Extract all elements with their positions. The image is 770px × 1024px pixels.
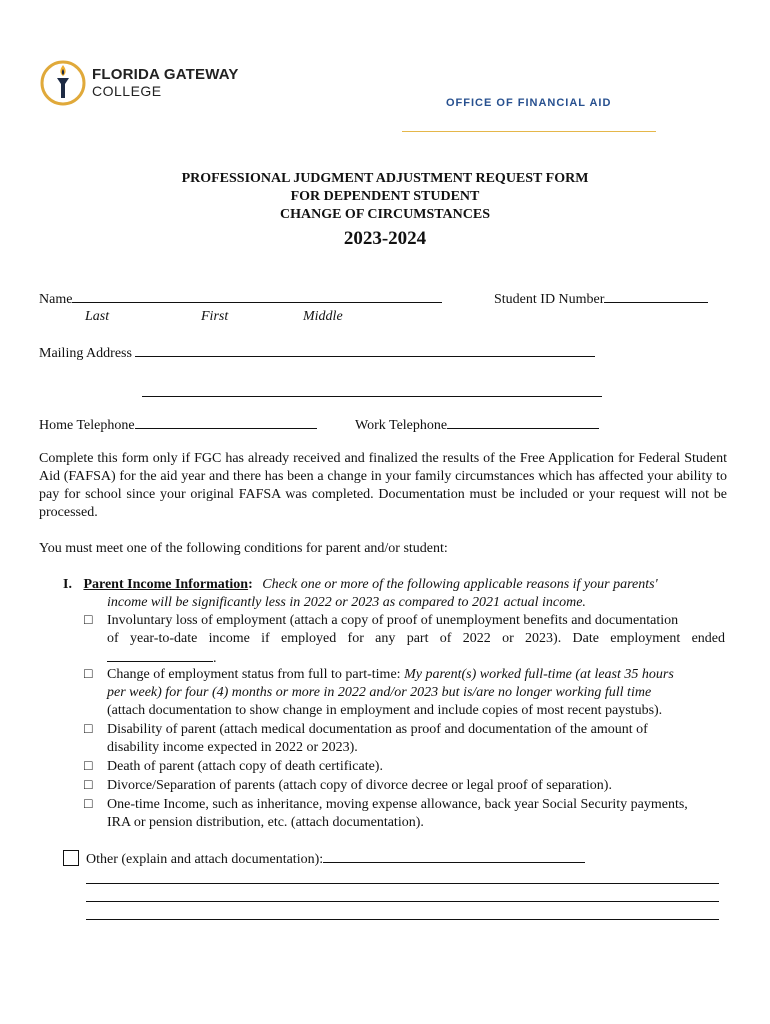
intro-paragraph: Complete this form only if FGC has already received and finalized the results of the Free Application for Federal Student Aid (FAFSA) for the aid year and there has been a change in your family circumstances which has affected your ability to pay for school since your original FAFSA was completed. Documentation must be included or your request will not be processed. <box>39 451 727 520</box>
date-employment-ended-input-line[interactable] <box>107 649 213 662</box>
student-id-row <box>494 290 708 308</box>
home-telephone-input-line[interactable] <box>135 416 317 429</box>
aid-year: 2023-2024 <box>343 228 427 249</box>
logo-name-line2: COLLEGE <box>92 83 162 99</box>
checkbox-involuntary-loss[interactable]: □ <box>84 613 93 628</box>
checkbox-employment-status-change[interactable]: □ <box>84 667 93 682</box>
item-involuntary-loss-line1: Involuntary loss of employment (attach a copy of proof of unemployment benefits and documentation <box>107 613 679 628</box>
item-employment-change-line1 <box>107 667 674 683</box>
section-1-instruction-line2: income will be significantly less in 2022 or 2023 as compared to 2021 actual income. <box>107 595 586 610</box>
item-involuntary-loss-period: . <box>213 651 217 666</box>
other-explain-line-3[interactable] <box>86 901 719 902</box>
office-divider <box>402 131 656 132</box>
item-one-time-income-line2: IRA or pension distribution, etc. (attach documentation). <box>107 815 424 830</box>
section-1-numeral: I. <box>63 577 72 592</box>
item-disability-line1: Disability of parent (attach medical documentation as proof and documentation of the amount of <box>107 722 648 737</box>
other-explain-input-line[interactable] <box>323 850 585 863</box>
section-1-heading-row <box>63 577 658 593</box>
item-employment-change-line3: (attach documentation to show change in employment and include copies of most recent paystubs). <box>107 703 663 718</box>
other-explain-line-2[interactable] <box>86 883 719 884</box>
mailing-address-second-line[interactable] <box>142 396 602 397</box>
work-telephone-row <box>355 416 599 434</box>
home-telephone-label: Home Telephone <box>39 418 135 433</box>
item-employment-change-line2: per week) for four (4) months or more in 2022 and/or 2023 but is/are no longer working full time <box>107 685 652 700</box>
checkbox-death-of-parent[interactable]: □ <box>84 759 93 774</box>
name-label: Name <box>39 292 73 307</box>
home-telephone-row <box>39 416 317 434</box>
student-id-input-line[interactable] <box>604 290 708 303</box>
item-involuntary-loss-line2: of year-to-date income if employed for any part of 2022 or 2023). Date employment ended <box>107 631 725 646</box>
student-id-label: Student ID Number <box>494 292 605 307</box>
checkbox-one-time-income[interactable]: □ <box>84 797 93 812</box>
section-1-heading: Parent Income Information <box>83 577 249 592</box>
form-title-line3: CHANGE OF CIRCUMSTANCES <box>279 207 490 222</box>
conditions-intro: You must meet one of the following conditions for parent and/or student: <box>39 541 448 556</box>
other-row <box>86 850 585 868</box>
item-death-of-parent: Death of parent (attach copy of death certificate). <box>107 759 383 774</box>
name-input-line[interactable] <box>72 290 442 303</box>
other-explain-line-4[interactable] <box>86 919 719 920</box>
name-last-caption: Last <box>85 309 110 324</box>
section-1-colon: : <box>248 577 253 592</box>
mailing-address-row <box>39 344 595 362</box>
date-employment-ended-row <box>107 649 217 667</box>
college-logo <box>40 60 250 108</box>
checkbox-divorce-separation[interactable]: □ <box>84 778 93 793</box>
item-employment-change-detail: My parent(s) worked full-time (at least 35 hours <box>404 667 674 682</box>
name-middle-caption: Middle <box>303 309 343 324</box>
mailing-address-input-line[interactable] <box>135 344 595 357</box>
form-title-line2: FOR DEPENDENT STUDENT <box>290 189 480 204</box>
checkbox-other[interactable] <box>63 850 79 866</box>
item-employment-change-label: Change of employment status from full to part-time: <box>107 667 405 682</box>
form-title-line1: PROFESSIONAL JUDGMENT ADJUSTMENT REQUEST FORM <box>181 171 589 186</box>
item-one-time-income-line1: One-time Income, such as inheritance, moving expense allowance, back year Social Security payments, <box>107 797 688 812</box>
item-divorce-separation: Divorce/Separation of parents (attach copy of divorce decree or legal proof of separation). <box>107 778 612 793</box>
checkbox-disability[interactable]: □ <box>84 722 93 737</box>
section-1-instruction-line1: Check one or more of the following applicable reasons if your parents' <box>262 577 658 592</box>
name-first-caption: First <box>201 309 229 324</box>
torch-icon <box>40 60 86 106</box>
logo-name-line1: FLORIDA GATEWAY <box>92 66 239 83</box>
name-field-row <box>39 290 442 308</box>
item-disability-line2: disability income expected in 2022 or 2023). <box>107 740 358 755</box>
work-telephone-label: Work Telephone <box>355 418 448 433</box>
mailing-address-label: Mailing Address <box>39 346 132 361</box>
other-label: Other (explain and attach documentation): <box>86 852 324 867</box>
work-telephone-input-line[interactable] <box>447 416 599 429</box>
office-heading: OFFICE OF FINANCIAL AID <box>446 97 612 109</box>
